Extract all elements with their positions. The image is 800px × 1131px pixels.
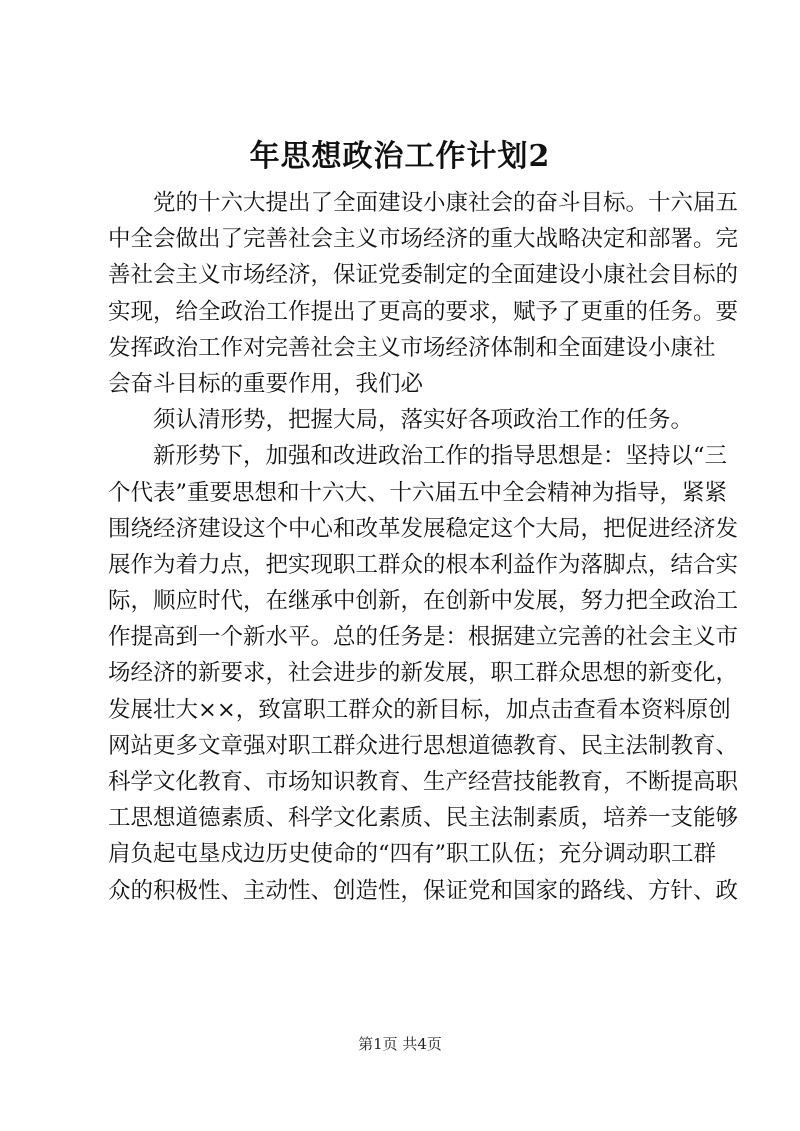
document-body [108,185,739,909]
paragraph-line: 作提高到一个新水平。总的任务是：根据建立完善的社会主义市 [108,624,739,651]
paragraph-line: 发挥政治工作对完善社会主义市场经济体制和全面建设小康社 [108,334,716,361]
paragraph-line: 实现，给全政治工作提出了更高的要求，赋予了更重的任务。要 [108,298,739,325]
paragraph-line: 会奋斗目标的重要作用，我们必 [108,370,424,397]
paragraph-line: 善社会主义市场经济，保证党委制定的全面建设小康社会目标的 [108,262,739,289]
paragraph-line: 工思想道德素质、科学文化素质、民主法制素质，培养一支能够 [108,805,739,832]
paragraph-line: 众的积极性、主动性、创造性，保证党和国家的路线、方针、政 [108,877,739,904]
paragraph-line: 场经济的新要求，社会进步的新发展，职工群众思想的新变化， [108,660,739,687]
paragraph-line: 须认清形势，把握大局，落实好各项政治工作的任务。 [153,407,694,434]
paragraph-line: 肩负起屯垦戍边历史使命的“四有”职工队伍；充分调动职工群 [108,841,717,868]
page-footer: 第1页 共4页 [358,1035,442,1053]
paragraph-line: 际，顺应时代，在继承中创新，在创新中发展，努力把全政治工 [108,588,739,615]
paragraph-line: 科学文化教育、市场知识教育、生产经营技能教育，不断提高职 [108,769,739,795]
paragraph-line: 展作为着力点，把实现职工群众的根本利益作为落脚点，结合实 [108,551,739,578]
paragraph-line: 新形势下，加强和改进政治工作的指导思想是：坚持以“三 [153,443,728,470]
paragraph-line: 网站更多文章强对职工群众进行思想道德教育、民主法制教育、 [108,732,739,759]
paragraph-line: 党的十六大提出了全面建设小康社会的奋斗目标。十六届五 [153,190,739,216]
paragraph-line: 中全会做出了完善社会主义市场经济的重大战略决定和部署。完 [108,226,739,253]
paragraph-line: 发展壮大××，致富职工群众的新目标，加点击查看本资料原创 [108,696,731,723]
paragraph-line: 个代表”重要思想和十六大、十六届五中全会精神为指导，紧紧 [108,479,728,506]
document-title: 年思想政治工作计划2 [249,139,551,174]
paragraph-line: 围绕经济建设这个中心和改革发展稳定这个大局，把促进经济发 [108,515,739,542]
